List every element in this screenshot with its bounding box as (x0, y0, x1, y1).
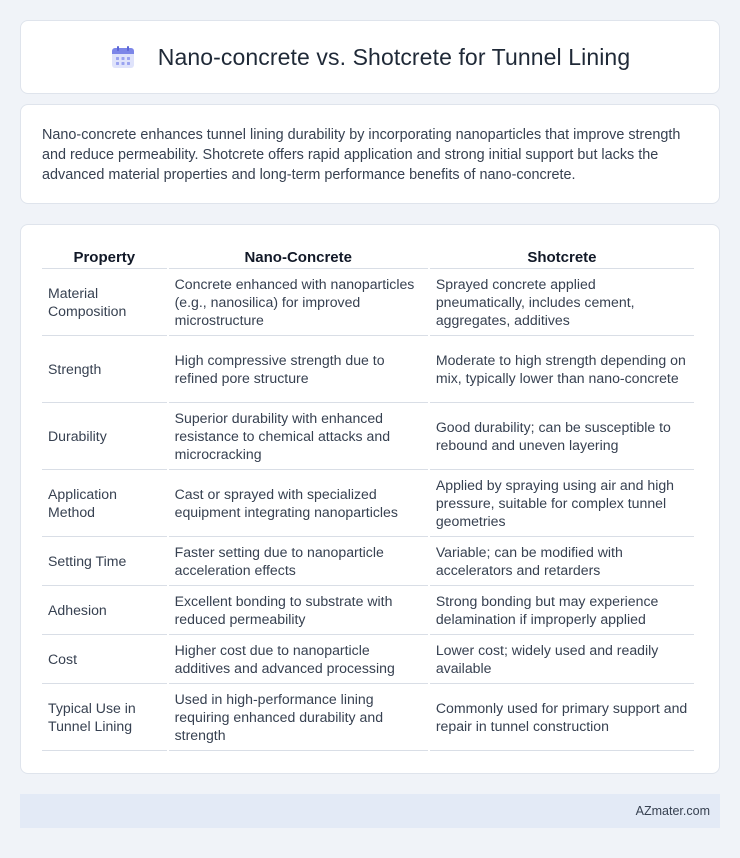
cell-nano: Concrete enhanced with nanoparticles (e.g., nanosilica) for improved microstructure (169, 269, 428, 336)
cell-property: Typical Use in Tunnel Lining (42, 684, 167, 751)
intro-card (20, 104, 720, 204)
comparison-table (40, 245, 696, 751)
intro-text: Nano-concrete enhances tunnel lining durability by incorporating nanoparticles that improve strength and reduce permeability. Shotcrete offers rapid application and strong initial support but lacks the advanced material properties and long-term performance benefits of nano-concrete. (42, 127, 681, 183)
cell-nano: Faster setting due to nanoparticle acceleration effects (169, 537, 428, 586)
comparison-card (20, 224, 720, 774)
cell-nano: Higher cost due to nanoparticle additives and advanced processing (169, 635, 428, 684)
table-row (42, 336, 694, 403)
cell-nano: Superior durability with enhanced resistance to chemical attacks and microcracking (169, 403, 428, 470)
cell-shotcrete: Strong bonding but may experience delamination if improperly applied (430, 586, 694, 635)
footer-bar (20, 794, 720, 828)
cell-property: Material Composition (42, 269, 167, 336)
cell-property: Setting Time (42, 537, 167, 586)
table-row (42, 537, 694, 586)
cell-property: Durability (42, 403, 167, 470)
page-title: Nano-concrete vs. Shotcrete for Tunnel Lining (157, 43, 631, 70)
cell-shotcrete: Variable; can be modified with accelerators and retarders (430, 537, 694, 586)
header-shotcrete: Shotcrete (430, 245, 694, 269)
cell-shotcrete: Applied by spraying using air and high pressure, suitable for complex tunnel geometries (430, 470, 694, 537)
cell-property: Application Method (42, 470, 167, 537)
cell-property: Adhesion (42, 586, 167, 635)
cell-shotcrete: Good durability; can be susceptible to rebound and uneven layering (430, 403, 694, 470)
cell-shotcrete: Lower cost; widely used and readily available (430, 635, 694, 684)
calendar-icon (110, 44, 136, 70)
cell-shotcrete: Moderate to high strength depending on mix, typically lower than nano-concrete (430, 336, 694, 403)
title-wrap (110, 44, 630, 71)
table-row (42, 684, 694, 751)
cell-shotcrete: Commonly used for primary support and repair in tunnel construction (430, 684, 694, 751)
header-nano-concrete: Nano-Concrete (169, 245, 428, 269)
table-row (42, 403, 694, 470)
cell-property: Cost (42, 635, 167, 684)
title-card (20, 20, 720, 94)
cell-nano: Cast or sprayed with specialized equipment integrating nanoparticles (169, 470, 428, 537)
table-row (42, 269, 694, 336)
table-row (42, 470, 694, 537)
footer-site-name: AZmater.com (635, 804, 710, 818)
table-row (42, 635, 694, 684)
cell-property: Strength (42, 336, 167, 403)
cell-shotcrete: Sprayed concrete applied pneumatically, includes cement, aggregates, additives (430, 269, 694, 336)
cell-nano: Used in high-performance lining requiring enhanced durability and strength (169, 684, 428, 751)
table-header-row (42, 245, 694, 269)
cell-nano: High compressive strength due to refined pore structure (169, 336, 428, 403)
header-property: Property (42, 245, 167, 269)
cell-nano: Excellent bonding to substrate with reduced permeability (169, 586, 428, 635)
table-row (42, 586, 694, 635)
